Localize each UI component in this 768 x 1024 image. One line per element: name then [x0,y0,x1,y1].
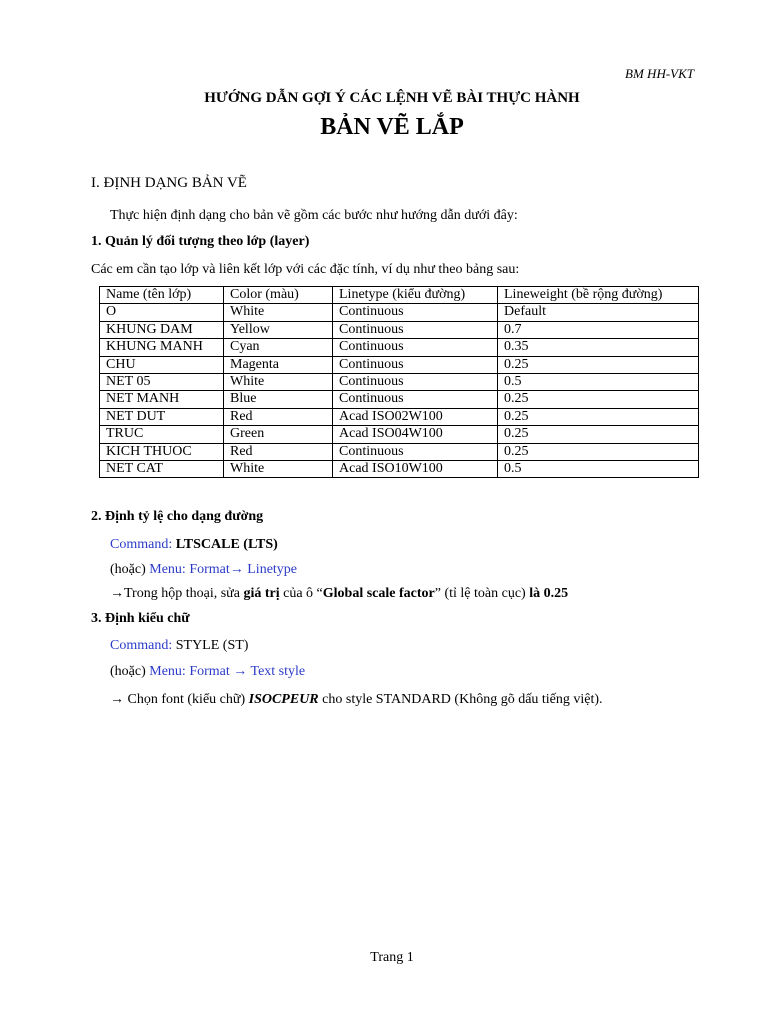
table-header-row [100,287,699,304]
document-title: BẢN VẼ LẮP [320,114,464,140]
item1-text: Các em cần tạo lớp và liên kết lớp với các đặc tính, ví dụ như theo bảng sau: [91,262,520,277]
cell-lineweight: 0.25 [498,356,699,373]
cell-name: TRUC [100,426,224,443]
cell-lineweight: Default [498,304,699,321]
cell-color: Yellow [224,321,333,338]
item3-menu-line [110,664,305,680]
cell-color: White [224,461,333,478]
cell-name: O [100,304,224,321]
cell-lineweight: 0.25 [498,391,699,408]
note-font-name: ISOCPEUR [248,692,319,707]
menu-prefix: (hoặc) [110,664,146,679]
col-header-color: Color (màu) [224,287,333,304]
command-label: Command: [110,638,173,653]
cell-lineweight: 0.25 [498,408,699,425]
cell-color: Magenta [224,356,333,373]
item2-command-line [110,537,278,553]
cell-lineweight: 0.5 [498,461,699,478]
cell-color: Blue [224,391,333,408]
page-number: Trang 1 [370,950,414,965]
item2-note-line [110,586,568,602]
section-heading: I. ĐỊNH DẠNG BẢN VẼ [91,175,247,191]
cell-color: Red [224,443,333,460]
cell-name: NET CAT [100,461,224,478]
cell-color: Red [224,408,333,425]
note-suffix: cho style STANDARD (Không gõ dấu tiếng việt). [322,692,603,707]
col-header-lineweight: Lineweight (bề rộng đường) [498,287,699,304]
cell-lineweight: 0.25 [498,443,699,460]
cell-color: White [224,374,333,391]
cell-name: KICH THUOC [100,443,224,460]
col-header-linetype: Linetype (kiểu đường) [333,287,498,304]
cell-color: Green [224,426,333,443]
menu-path: Menu: Format→ Linetype [149,562,298,577]
note-scale-factor: Global scale factor [322,586,435,601]
table-row [100,304,699,321]
table-row [100,339,699,356]
item2-menu-line [110,562,297,578]
command-label: Command: [110,537,173,552]
cell-lineweight: 0.25 [498,426,699,443]
cell-linetype: Acad ISO04W100 [333,426,498,443]
cell-name: CHU [100,356,224,373]
table-row [100,408,699,425]
item1-heading: 1. Quản lý đối tượng theo lớp (layer) [91,234,310,249]
cell-linetype: Acad ISO02W100 [333,408,498,425]
cell-linetype: Acad ISO10W100 [333,461,498,478]
note-result: là 0.25 [529,586,569,601]
item3-heading: 3. Định kiểu chữ [91,611,190,626]
item2-heading: 2. Định tỷ lệ cho dạng đường [91,509,264,524]
table-row [100,374,699,391]
table-row [100,443,699,460]
cell-name: NET MANH [100,391,224,408]
cell-name: NET DUT [100,408,224,425]
menu-prefix: (hoặc) [110,562,146,577]
item3-command-line [110,638,248,654]
cell-lineweight: 0.7 [498,321,699,338]
cell-color: White [224,304,333,321]
cell-linetype: Continuous [333,339,498,356]
cell-lineweight: 0.5 [498,374,699,391]
cell-name: KHUNG MANH [100,339,224,356]
cell-name: KHUNG DAM [100,321,224,338]
cell-linetype: Continuous [333,304,498,321]
command-value: LTSCALE (LTS) [175,537,278,552]
layer-table [99,286,699,478]
command-value: STYLE (ST) [175,638,249,653]
note-bold-value: giá trị [243,586,280,601]
note-after: ” (tỉ lệ toàn cục) [434,586,526,601]
cell-linetype: Continuous [333,356,498,373]
cell-lineweight: 0.35 [498,339,699,356]
table-row [100,321,699,338]
item3-note-line [110,692,603,708]
department-code: BM HH-VKT [625,66,694,81]
cell-linetype: Continuous [333,443,498,460]
table-row [100,461,699,478]
document-subtitle: HƯỚNG DẪN GỢI Ý CÁC LỆNH VẼ BÀI THỰC HÀNH [204,90,580,106]
note-mid: của ô “ [283,586,323,601]
col-header-name: Name (tên lớp) [100,287,224,304]
table-row [100,356,699,373]
section-intro: Thực hiện định dạng cho bản vẽ gồm các bước như hướng dẫn dưới đây: [110,208,518,223]
cell-color: Cyan [224,339,333,356]
note-prefix: → Chọn font (kiểu chữ) [110,692,246,707]
note-prefix: →Trong hộp thoại, sửa [110,586,240,601]
cell-linetype: Continuous [333,321,498,338]
menu-path: Menu: Format → Text style [149,664,306,679]
table-row [100,391,699,408]
cell-linetype: Continuous [333,374,498,391]
table-row [100,426,699,443]
cell-linetype: Continuous [333,391,498,408]
cell-name: NET 05 [100,374,224,391]
